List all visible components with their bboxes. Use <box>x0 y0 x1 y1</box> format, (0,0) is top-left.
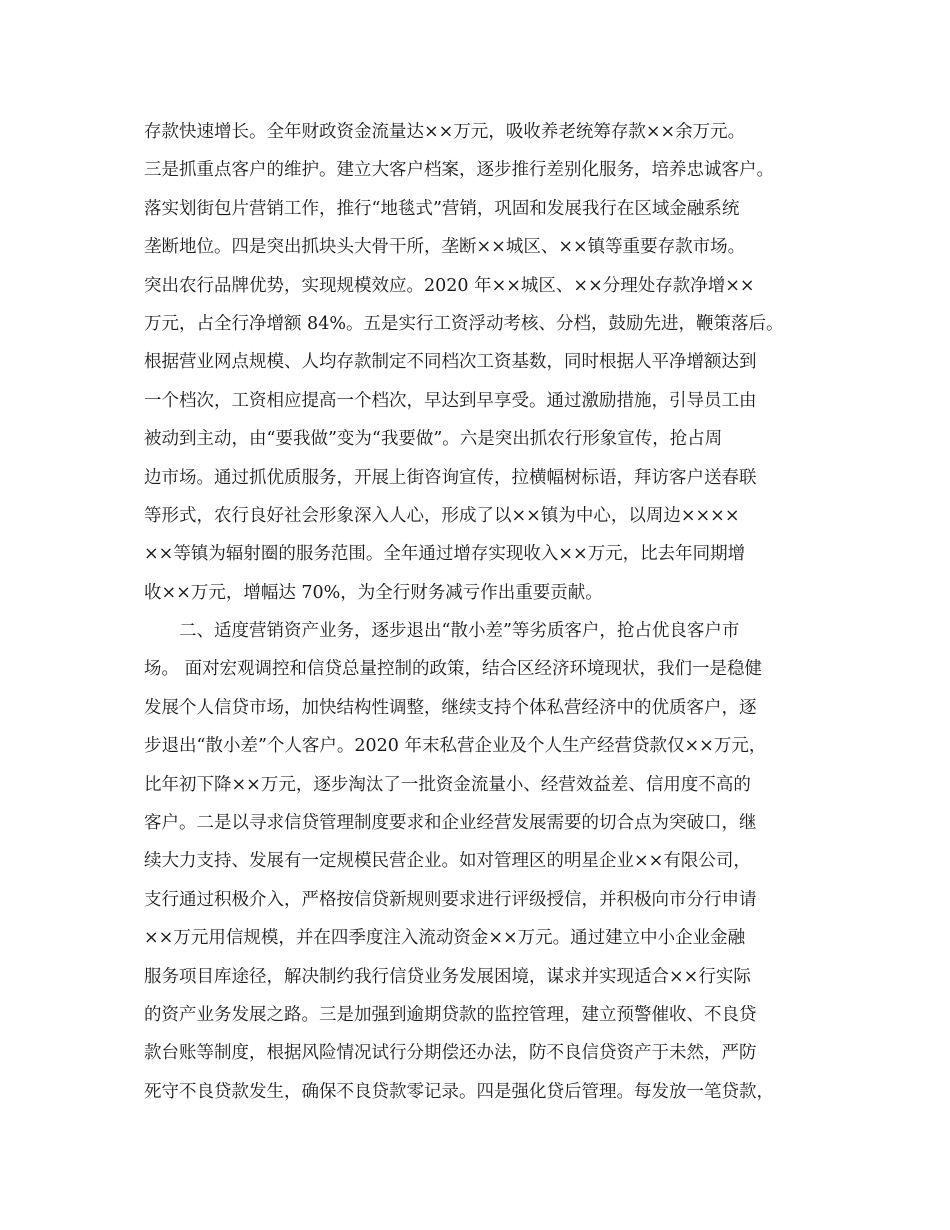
text-line: 存款快速增长。全年财政资金流量达××万元，吸收养老统筹存款××余万元。 <box>144 122 746 142</box>
text-line: 根据营业网点规模、人均存款制定不同档次工资基数，同时根据人平净增额达到 <box>144 352 757 373</box>
text-line: 万元，占全行净增额 84%。五是实行工资浮动考核、分档，鼓励先进，鞭策落后。 <box>144 313 784 334</box>
text-line: 一个档次，工资相应提高一个档次，早达到早享受。通过激励措施，引导员工由 <box>144 390 757 411</box>
paragraph-1 <box>144 113 816 612</box>
text-line: 场。 面对宏观调控和信贷总量控制的政策，结合区经济环境现状，我们一是稳健 <box>144 659 763 680</box>
text-line: 支行通过积极介入，严格按信贷新规则要求进行评级授信，并积极向市分行申请 <box>144 889 757 910</box>
text-line: 三是抓重点客户的维护。建立大客户档案，逐步推行差别化服务，培养忠诚客户。 <box>144 160 774 181</box>
text-line: 续大力支持、发展有一定规模民营企业。如对管理区的明星企业××有限公司， <box>144 851 751 872</box>
text-line: 突出农行品牌优势，实现规模效应。2020 年××城区、××分理处存款净增×× <box>144 275 755 296</box>
text-line: 等形式，农行良好社会形象深入人心，形成了以××镇为中心，以周边×××× <box>144 505 740 526</box>
text-line: 死守不良贷款发生，确保不良贷款零记录。四是强化贷后管理。每发放一笔贷款， <box>144 1081 774 1102</box>
text-line: 边市场。通过抓优质服务，开展上街咨询宣传，拉横幅树标语，拜访客户送春联 <box>144 467 757 488</box>
text-line: 发展个人信贷市场，加快结构性调整，继续支持个体私营经济中的优质客户，逐 <box>144 697 757 718</box>
text-line: 收××万元，增幅达 70%，为全行财务减亏作出重要贡献。 <box>144 582 603 603</box>
text-line: 被动到主动，由“要我做”变为“我要做”。六是突出抓农行形象宣传，抢占周 <box>144 429 723 450</box>
text-line: 款台账等制度，根据风险情况试行分期偿还办法，防不良信贷资产于未然，严防 <box>144 1043 757 1064</box>
text-line: 比年初下降××万元，逐步淘汰了一批资金流量小、经营效益差、信用度不高的 <box>144 774 751 795</box>
text-line: 二、适度营销资产业务，逐步退出“散小差”等劣质客户，抢占优良客户市 <box>179 621 740 642</box>
text-line: 垄断地位。四是突出抓块头大骨干所，垄断××城区、××镇等重要存款市场。 <box>144 237 746 258</box>
text-line: 的资产业务发展之路。三是加强到逾期贷款的监控管理，建立预警催收、不良贷 <box>144 1004 757 1025</box>
paragraph-2 <box>144 612 816 1111</box>
text-line: 步退出“散小差”个人客户。2020 年末私营企业及个人生产经营贷款仅××万元， <box>144 736 767 757</box>
text-line: ××等镇为辐射圈的服务范围。全年通过增存实现收入××万元，比去年同期增 <box>144 544 746 565</box>
document-body <box>144 113 816 1111</box>
text-line: 客户。二是以寻求信贷管理制度要求和企业经营发展需要的切合点为突破口，继 <box>144 813 757 834</box>
text-line: ××万元用信规模，并在四季度注入流动资金××万元。通过建立中小企业金融 <box>144 928 746 949</box>
text-line: 服务项目库途径，解决制约我行信贷业务发展困境，谋求并实现适合××行实际 <box>144 966 751 987</box>
text-line: 落实划街包片营销工作，推行“地毯式”营销，巩固和发展我行在区域金融系统 <box>144 198 740 219</box>
